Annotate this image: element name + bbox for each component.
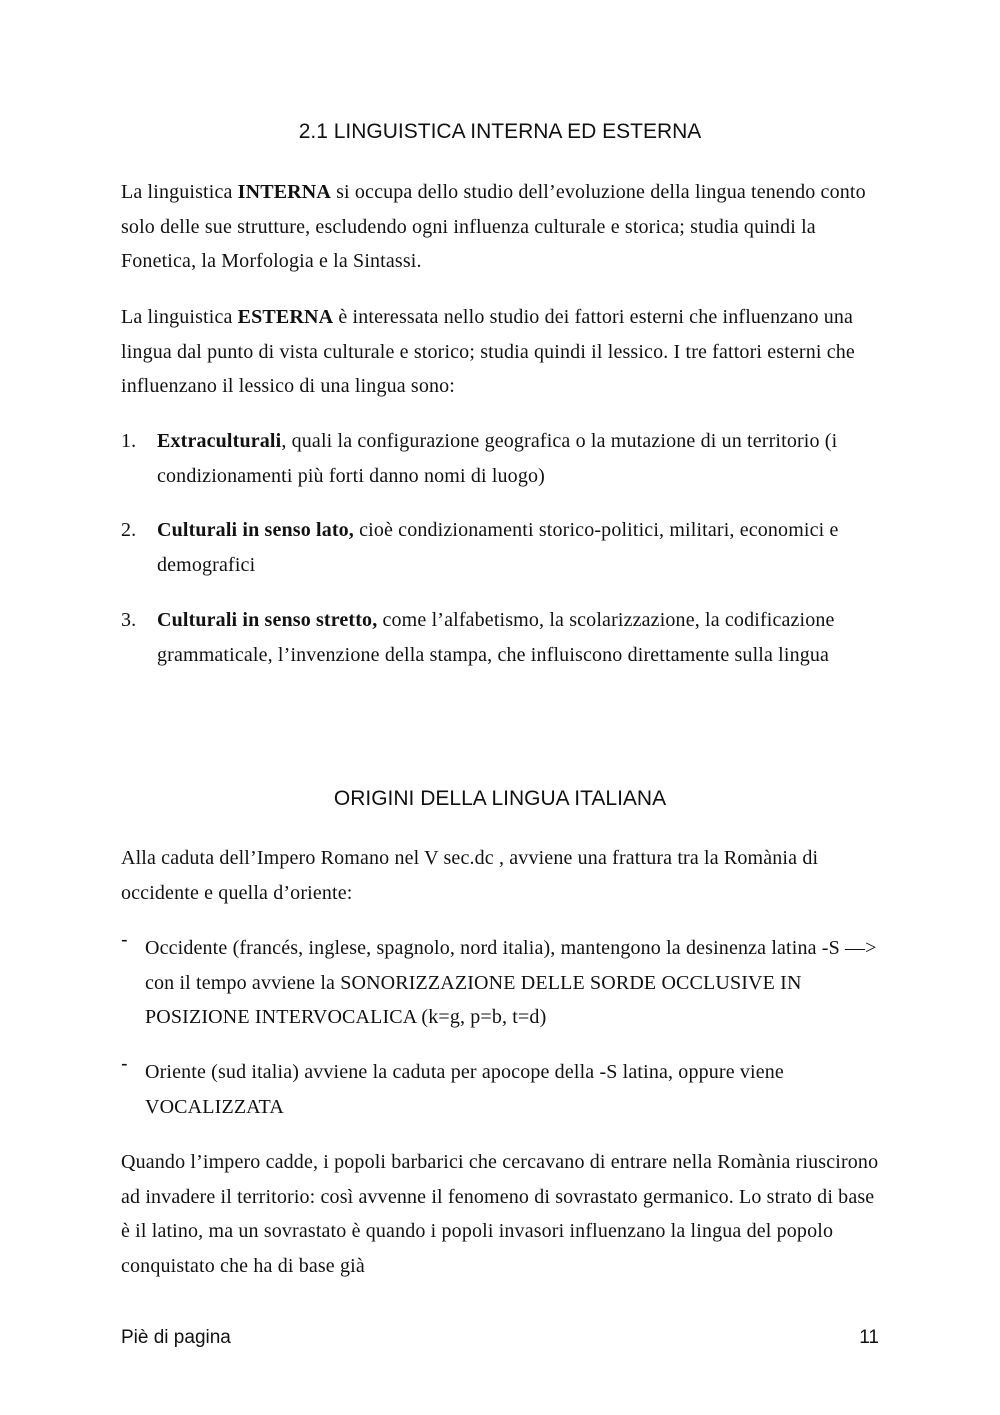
paragraph-interna-bold: INTERNA <box>237 181 331 203</box>
list-item-bold: Extraculturali <box>157 430 282 452</box>
list-number: 1. <box>121 430 137 452</box>
list-number: 2. <box>121 519 137 541</box>
dash-marker: - <box>121 929 128 951</box>
footer-label: Piè di pagina <box>121 1327 231 1348</box>
list-item-culturali-stretto <box>121 603 881 672</box>
list-item-extraculturali <box>121 424 881 493</box>
list-item-body <box>157 603 881 672</box>
list-item-text: cioè condizionamenti storico-politici, militari, economici e demografici <box>157 519 839 576</box>
dash-item-text: Occidente (francés, inglese, spagnolo, nord italia), mantengono la desinenza latina -S —> con il tempo avviene la SONORIZZAZIONE DELLE SORDE OCCLUSIVE IN POSIZIONE INTERVOCALICA (k=g, p=b, t=d) <box>145 937 877 1028</box>
paragraph-esterna-pre: La linguistica <box>121 306 238 328</box>
dash-item-occidente <box>121 931 881 1035</box>
paragraph-esterna <box>121 300 881 404</box>
dash-item-text: Oriente (sud italia) avviene la caduta per apocope della -S latina, oppure viene VOCALIZZATA <box>145 1061 784 1118</box>
paragraph-esterna-post: è interessata nello studio dei fattori esterni che influenzano una lingua dal punto di vista culturale e storico; studia quindi il lessico. I tre fattori esterni che influenzano il lessico di una lingua sono: <box>121 306 855 397</box>
paragraph-interna <box>121 175 881 279</box>
list-item-body <box>157 424 881 493</box>
paragraph-interna-pre: La linguistica <box>121 181 238 203</box>
paragraph-interna-post: si occupa dello studio dell’evoluzione della lingua tenendo conto solo delle sue strutture, escludendo ogni influenza culturale e storica; studia quindi la Fonetica, la Morfologia e la Sintassi. <box>121 181 866 272</box>
page-number: 11 <box>859 1327 879 1348</box>
dash-item-oriente <box>121 1055 881 1124</box>
section-title-origini: ORIGINI DELLA LINGUA ITALIANA <box>333 787 667 810</box>
list-item-text: come l’alfabetismo, la scolarizzazione, la codificazione grammaticale, l’invenzione della stampa, che influiscono direttamente sulla lingua <box>157 609 835 666</box>
paragraph-caduta-impero: Alla caduta dell’Impero Romano nel V sec.dc , avviene una frattura tra la Romània di occidente e quella d’oriente: <box>121 847 819 904</box>
list-item-body <box>157 513 881 582</box>
section-title-linguistica: 2.1 LINGUISTICA INTERNA ED ESTERNA <box>298 120 702 143</box>
list-number: 3. <box>121 609 137 631</box>
list-item-bold: Culturali in senso lato, <box>157 519 354 541</box>
paragraph-esterna-bold: ESTERNA <box>237 306 334 328</box>
paragraph-sovrastato: Quando l’impero cadde, i popoli barbarici che cercavano di entrare nella Romània riuscirono ad invadere il territorio: così avvenne il fenomeno di sovrastato germanico. Lo strato di base è il latino, ma un sovrastato è quando i popoli invasori influenzano la lingua del popolo conquistato che ha di base già <box>121 1151 879 1277</box>
dash-marker: - <box>121 1053 128 1075</box>
list-item-text: , quali la configurazione geografica o la mutazione di un territorio (i condizionamenti più forti danno nomi di luogo) <box>157 430 838 487</box>
list-item-culturali-lato <box>121 513 881 582</box>
list-item-bold: Culturali in senso stretto, <box>157 609 378 631</box>
